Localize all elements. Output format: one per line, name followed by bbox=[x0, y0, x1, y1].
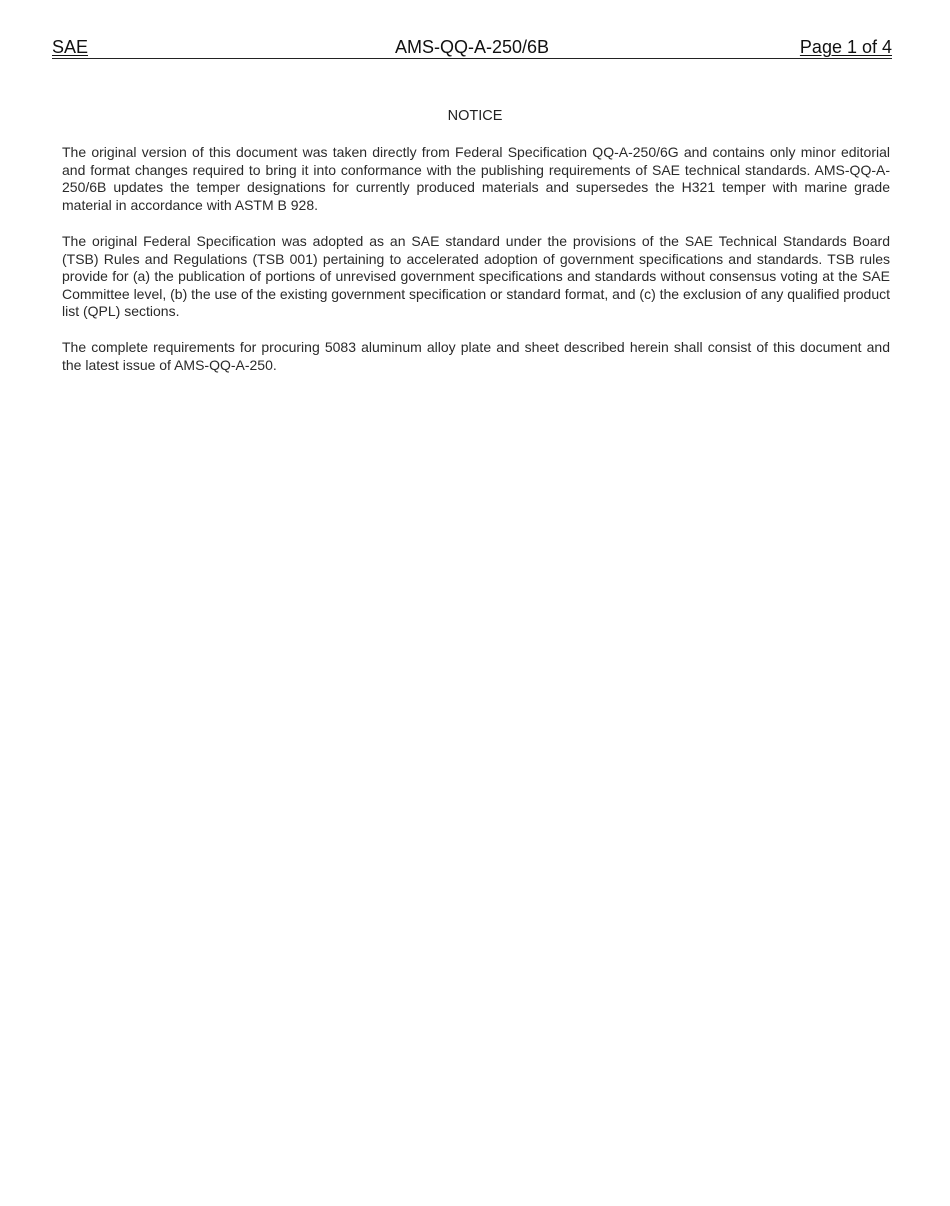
notice-paragraph-1: The original version of this document was taken directly from Federal Specification QQ-A-250/6G and contains only minor editorial and format changes required to bring it into conformance with the publishing requirements of SAE technical standards. AMS-QQ-A-250/6B updates the temper designations for currently produced materials and supersedes the H321 temper with marine grade material in accordance with ASTM B 928. bbox=[62, 144, 890, 213]
notice-paragraph-3: The complete requirements for procuring 5083 aluminum alloy plate and sheet described herein shall consist of this document and the latest issue of AMS-QQ-A-250. bbox=[62, 339, 890, 373]
page-header bbox=[52, 36, 892, 59]
notice-paragraph-2: The original Federal Specification was adopted as an SAE standard under the provisions of the SAE Technical Standards Board (TSB) Rules and Regulations (TSB 001) pertaining to accelerated adoption of government specifications and standards. TSB rules provide for (a) the publication of portions of unrevised government specifications and standards without consensus voting at the SAE Committee level, (b) the use of the existing government specification or standard format, and (c) the exclusion of any qualified product list (QPL) sections. bbox=[62, 233, 890, 320]
notice-title: NOTICE bbox=[447, 108, 503, 124]
header-document-number: AMS-QQ-A-250/6B bbox=[394, 37, 550, 57]
header-organization: SAE bbox=[52, 37, 89, 57]
header-page-number: Page 1 of 4 bbox=[799, 37, 892, 57]
